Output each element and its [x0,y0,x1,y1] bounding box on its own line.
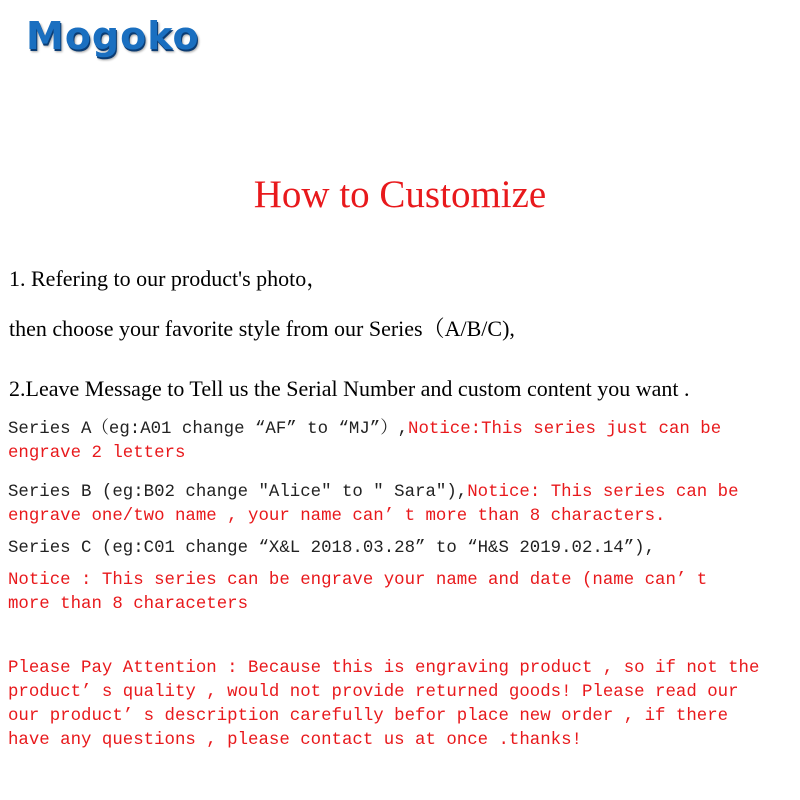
step1-line2: then choose your favorite style from our Series（A/B/C), [9,316,515,341]
series-c-notice-cont: more than 8 characeters [8,595,249,614]
attention-line3: our product’ s description carefully befor place new order , if there [8,707,729,726]
brand-logo: Mogoko [26,14,200,58]
series-a-notice-cont: engrave 2 letters [8,444,186,463]
series-b-notice: Notice: This series can be [467,483,739,502]
attention-line1: Please Pay Attention : Because this is engraving product , so if not the [8,659,760,678]
step2-heading: 2.Leave Message to Tell us the Serial Number and custom content you want . [9,376,690,401]
attention-line2: product’ s quality , would not provide returned goods! Please read our [8,683,739,702]
series-a-block [8,418,794,466]
series-c-example: Series C (eg:C01 change “X&L 2018.03.28” to “H&S 2019.02.14”), [8,539,656,558]
series-b-block [8,481,794,529]
series-b-notice-cont: engrave one/two name , your name can’ t more than 8 characters. [8,507,666,526]
series-a-notice: Notice:This series just can be [408,420,722,439]
series-b-example: Series B (eg:B02 change ″Alice″ to ″ Sara″), [8,483,468,502]
series-c-notice-block [8,569,794,617]
step1-line1: 1. Refering to our product's photo， [9,266,329,291]
series-c-block [8,537,794,561]
series-c-notice: Notice : This series can be engrave your name and date (name can’ t [8,571,708,590]
page-title: How to Customize [253,173,547,216]
attention-line4: have any questions , please contact us at once .thanks! [8,731,582,750]
series-a-example: Series A（eg:A01 change “AF” to “MJ”）, [8,420,409,439]
attention-block [8,657,794,753]
